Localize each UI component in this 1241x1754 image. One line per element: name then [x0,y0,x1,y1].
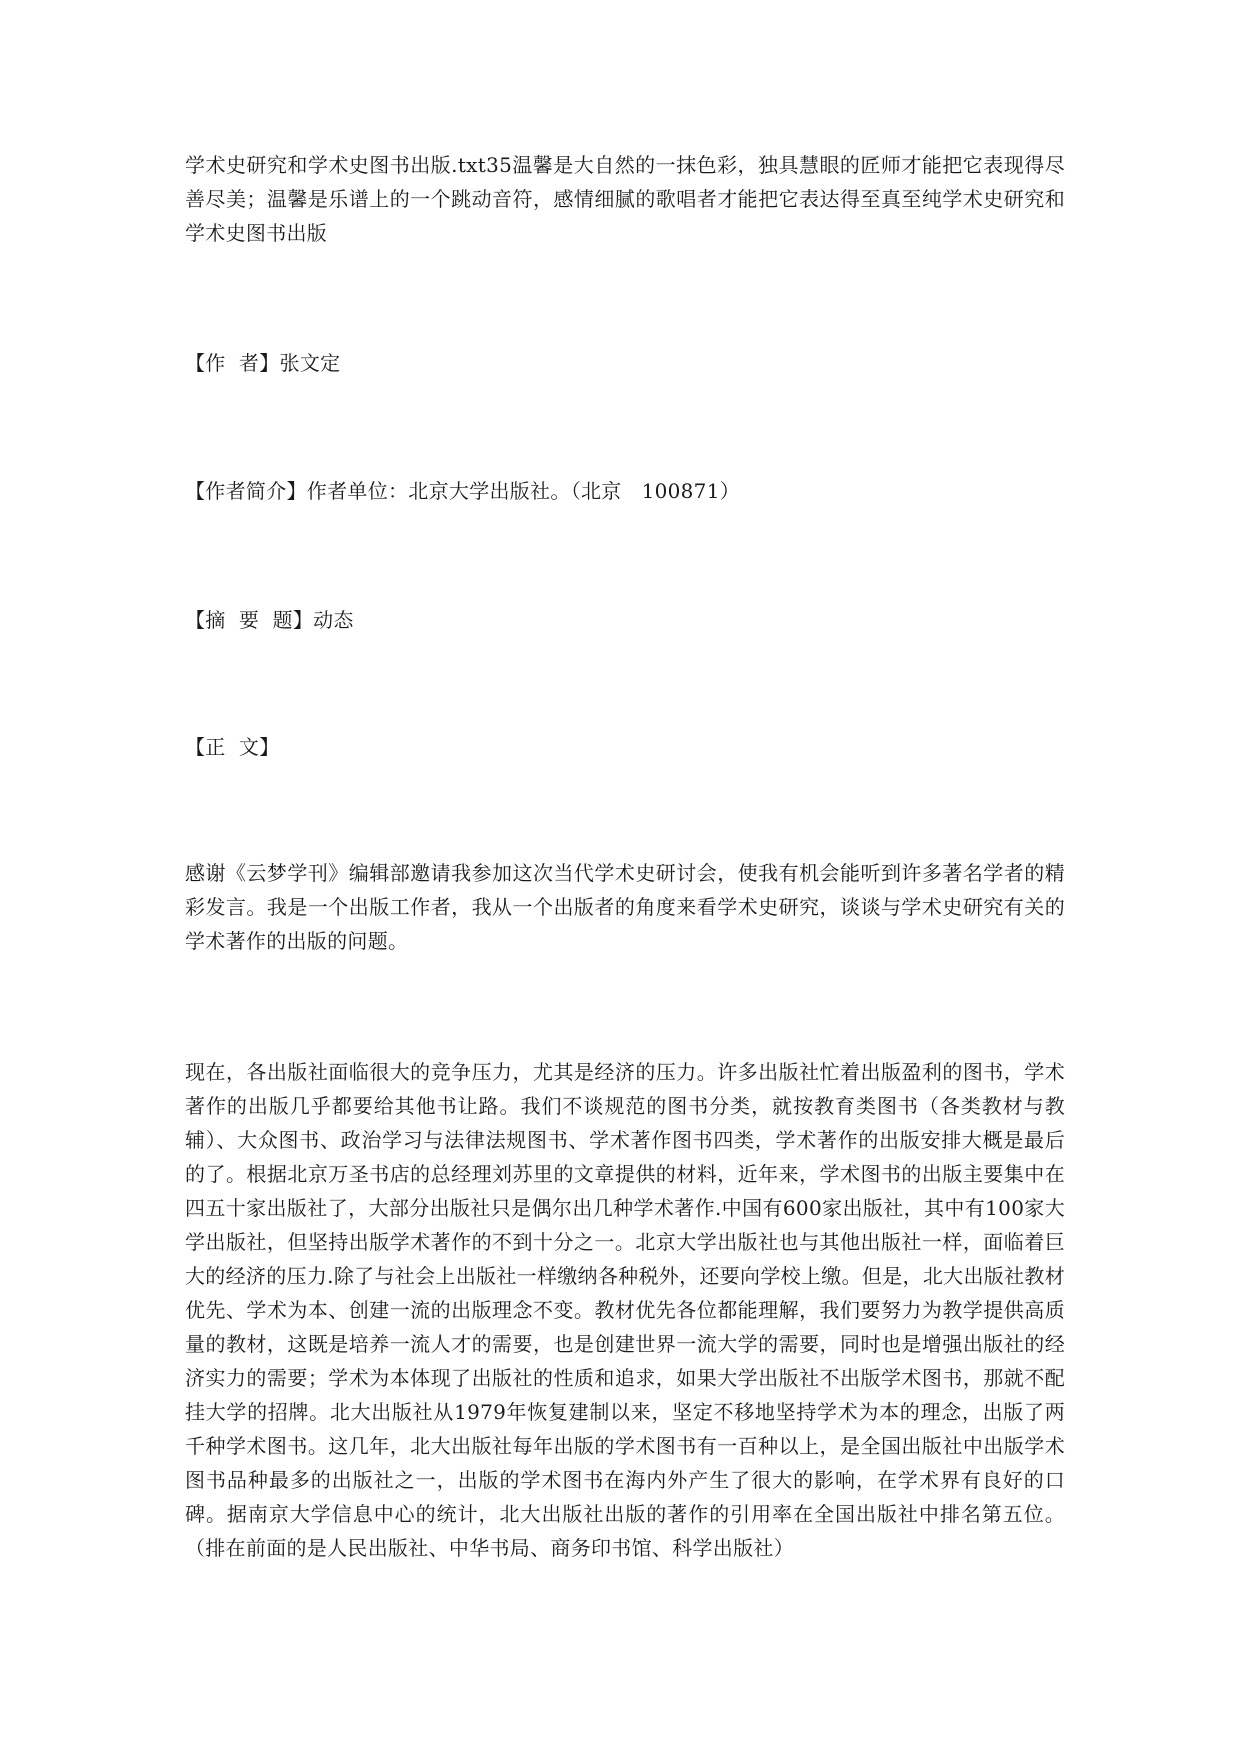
document-header-text: 学术史研究和学术史图书出版.txt35温馨是大自然的一抹色彩，独具慧眼的匠师才能把它表现得尽善尽美；温馨是乐谱上的一个跳动音符，感情细腻的歌唱者才能把它表达得至真至纯学术史研究和学术史图书出版 [185,153,1065,245]
abstract-line: 【摘 要 题】动态 [185,608,354,632]
author-bio-line: 【作者简介】作者单位：北京大学出版社。（北京 100871） [185,479,741,503]
paragraph: 现在，各出版社面临很大的竞争压力，尤其是经济的压力。许多出版社忙着出版盈利的图书，学术著作的出版几乎都要给其他书让路。我们不谈规范的图书分类，就按教育类图书（各类教材与教辅）、大众图书、政治学习与法律法规图书、学术著作图书四类，学术著作的出版安排大概是最后的了。根据北京万圣书店的总经理刘苏里的文章提供的材料，近年来，学术图书的出版主要集中在四五十家出版社了，大部分出版社只是偶尔出几种学术著作.中国有600家出版社，其中有100家大学出版社，但坚持出版学术著作的不到十分之一。北京大学出版社也与其他出版社一样，面临着巨大的经济的压力.除了与社会上出版社一样缴纳各种税外，还要向学校上缴。但是，北大出版社教材优先、学术为本、创建一流的出版理念不变。教材优先各位都能理解，我们要努力为教学提供高质量的教材，这既是培养一流人才的需要，也是创建世界一流大学的需要，同时也是增强出版社的经济实力的需要；学术为本体现了出版社的性质和追求，如果大学出版社不出版学术图书，那就不配挂大学的招牌。北大出版社从1979年恢复建制以来，坚定不移地坚持学术为本的理念，出版了两千种学术图书。这几年，北大出版社每年出版的学术图书有一百种以上，是全国出版社中出版学术图书品种最多的出版社之一，出版的学术图书在海内外产生了很大的影响，在学术界有良好的口碑。据南京大学信息中心的统计，北大出版社出版的著作的引用率在全国出版社中排名第五位。（排在前面的是人民出版社、中华书局、商务印书馆、科学出版社） [185,1060,1065,1560]
author-line: 【作 者】张文定 [185,351,341,375]
body-label: 【正 文】 [185,735,280,759]
paragraph: 感谢《云梦学刊》编辑部邀请我参加这次当代学术史研讨会，使我有机会能听到许多著名学者的精彩发言。我是一个出版工作者，我从一个出版者的角度来看学术史研究，谈谈与学术史研究有关的学术著作的出版的问题。 [185,861,1065,953]
